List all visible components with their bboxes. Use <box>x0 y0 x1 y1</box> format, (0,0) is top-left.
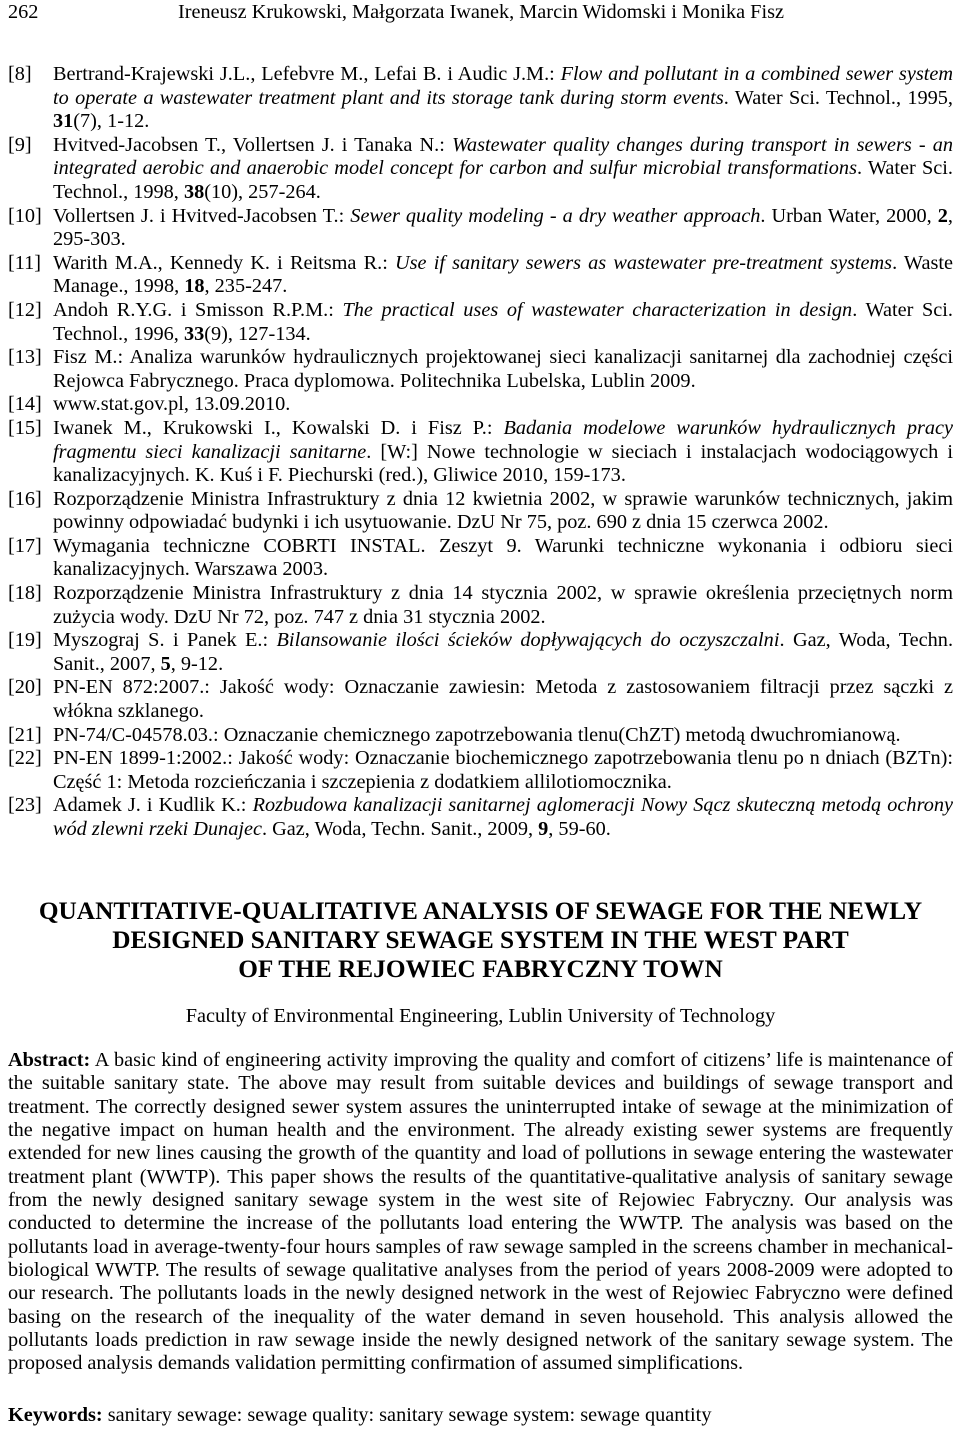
reference-title: The practical uses of wastewater characterization in design <box>342 298 853 321</box>
reference-number: [20] <box>8 676 42 699</box>
affiliation: Faculty of Environmental Engineering, Lublin University of Technology <box>185 1005 776 1027</box>
reference-volume: 33 <box>183 322 205 345</box>
abstract-text: A basic kind of engineering activity improving the quality and comfort of citizens’ life is maintenance of the suitable sanitary state. The above may result from suitable devices and buildings of sewage transport and treatment. The correctly designed sewer system assures the uninterrupted intake of sewage at the minimization of the negative impact on human health and the environment. The already existing sewer systems are frequently extended for new lines causing the growth of the quantity and load of pollutions in sewage entering the wastewater treatment plant (WWTP). This paper shows the results of the quantitative-qualitative analysis of sanitary sewage from the newly designed sanitary sewage system in the west site of Rejowiec Fabryczny. Our analysis was conducted to determine the increase of the pollutants load entering the WWTP. The analysis was based on the pollutants load in average-twenty-four hours samples of raw sewage sampled in the screens chamber in mechanical-biological WWTP. The results of sewage qualitative analyses from the period of years 2008-2009 were adopted to our research. The pollutants loads in the newly designed network in the west of Rejowiec Fabryczno were defined basing on the research of the inequality of the water demand in seven household. This analysis allowed the pollutants loads prediction in raw sewage inside the newly designed network of the sanitary sewage system. The proposed analysis demands validation permitting confirmation of assumed simplifications. <box>8 1049 954 1375</box>
reference-number: [18] <box>8 582 42 605</box>
reference-item <box>8 676 953 723</box>
reference-segment: (10), 257-264. <box>204 180 321 203</box>
reference-number: [17] <box>8 534 42 557</box>
reference-item <box>8 488 953 535</box>
keywords <box>8 1404 953 1427</box>
reference-segment: Andoh R.Y.G. i Smisson R.P.M.: <box>53 298 343 321</box>
reference-segment: Fisz M.: Analiza warunków hydraulicznych projektowanej sieci kanalizacji sanitarnej dla zachodniej części Rejowca Fabrycznego. Praca dyplomowa. Politechnika Lubelska, Lublin 2009. <box>53 346 953 392</box>
reference-text <box>53 299 953 346</box>
reference-number: [15] <box>8 416 42 439</box>
reference-text <box>53 63 953 134</box>
reference-text <box>53 252 953 299</box>
keywords-text: sanitary sewage: sewage quality: sanitary sewage system: sewage quantity <box>107 1404 712 1426</box>
reference-segment: www.stat.gov.pl, 13.09.2010. <box>53 393 291 416</box>
reference-number: [21] <box>8 723 42 746</box>
reference-text <box>53 582 953 629</box>
reference-segment: . Gaz, Woda, Techn. Sanit., 2007, <box>53 629 954 675</box>
reference-segment: Adamek J. i Kudlik K.: <box>53 794 253 817</box>
reference-number: [14] <box>8 393 42 416</box>
reference-title: Bilansowanie ilości ścieków dopływających do oczyszczalni <box>276 629 780 652</box>
reference-segment: Vollertsen J. i Hvitved-Jacobsen T.: <box>53 204 351 227</box>
reference-segment: . Urban Water, 2000, <box>760 204 938 227</box>
reference-number: [10] <box>8 204 42 227</box>
reference-text <box>53 794 953 841</box>
reference-item <box>8 134 953 205</box>
reference-segment: . Waste Manage., 1998, <box>53 251 953 298</box>
reference-number: [23] <box>8 794 42 817</box>
reference-segment: Iwanek M., Krukowski I., Kowalski D. i Fisz P.: <box>53 416 504 439</box>
reference-number: [19] <box>8 629 42 652</box>
reference-item <box>8 299 953 346</box>
reference-text <box>53 417 953 488</box>
reference-number: [11] <box>8 251 42 274</box>
reference-item <box>8 205 953 252</box>
reference-item <box>8 794 953 841</box>
reference-text <box>53 676 953 723</box>
abstract-label: Abstract: <box>8 1049 91 1071</box>
reference-segment: . [W:] Nowe technologie w sieciach i instalacjach wodociągowych i kanalizacyjnych. K. Kuś i F. Piechurski (red.), Gliwice 2010, 159-173. <box>53 440 953 487</box>
reference-segment: . Water Sci. Technol., 1998, <box>53 157 953 203</box>
paper-title-line: OF THE REJOWIEC FABRYCZNY TOWN <box>238 955 723 983</box>
reference-segment: Wymagania techniczne COBRTI INSTAL. Zeszyt 9. Warunki techniczne wykonania i odbioru sieci kanalizacyjnych. Warszawa 2003. <box>53 534 953 581</box>
reference-segment: . Water Sci. Technol., 1996, <box>53 298 953 345</box>
reference-segment: (9), 127-134. <box>204 322 311 345</box>
reference-title: Use if sanitary sewers as wastewater pre-treatment systems <box>395 251 893 274</box>
reference-item <box>8 346 953 393</box>
reference-segment: . Water Sci. Technol., 1995, <box>723 86 953 109</box>
reference-text <box>53 393 953 417</box>
reference-title: Flow and pollutant in a combined sewer system to operate a wastewater treatment plant and its storage tank during storm events <box>53 63 954 109</box>
paper-title <box>8 897 953 984</box>
reference-text <box>53 724 953 748</box>
reference-text <box>53 535 953 582</box>
reference-number: [22] <box>8 747 42 770</box>
reference-segment: PN-74/C-04578.03.: Oznaczanie chemicznego zapotrzebowania tlenu(ChZT) metodą dwuchromianową. <box>53 723 901 746</box>
reference-segment: . Gaz, Woda, Techn. Sanit., 2009, <box>261 818 539 840</box>
reference-text <box>53 629 953 676</box>
reference-item <box>8 252 953 299</box>
reference-item <box>8 582 953 629</box>
keywords-label: Keywords: <box>8 1404 103 1426</box>
reference-segment: , 235-247. <box>204 275 288 298</box>
reference-item <box>8 724 953 748</box>
reference-text <box>53 205 953 252</box>
reference-segment: Bertrand-Krajewski J.L., Lefebvre M., Lefai B. i Audic J.M.: <box>53 63 561 85</box>
reference-number: [8] <box>8 63 32 85</box>
paper-title-line: DESIGNED SANITARY SEWAGE SYSTEM IN THE WEST PART <box>112 926 849 954</box>
reference-volume: 2 <box>937 204 948 227</box>
reference-volume: 38 <box>183 180 205 203</box>
reference-item <box>8 535 953 582</box>
reference-segment: Myszograj S. i Panek E.: <box>53 629 277 652</box>
reference-title: Badania modelowe warunków hydraulicznych pracy fragmentu sieci kanalizacji sanitarne <box>53 416 953 463</box>
reference-number: [16] <box>8 487 42 510</box>
reference-segment: PN-EN 872:2007.: Jakość wody: Oznaczanie zawiesin: Metoda z zastosowaniem filtracji przez sączki z włókna szklanego. <box>53 676 953 723</box>
running-head: Ireneusz Krukowski, Małgorzata Iwanek, Marcin Widomski i Monika Fisz <box>178 1 784 23</box>
paper-title-line: QUANTITATIVE-QUALITATIVE ANALYSIS OF SEWAGE FOR THE NEWLY <box>38 897 923 925</box>
reference-volume: 5 <box>160 652 171 675</box>
reference-segment: , 295-303. <box>53 204 953 251</box>
reference-segment: PN-EN 1899-1:2002.: Jakość wody: Oznaczanie biochemicznego zapotrzebowania tlenu po n dniach (BZTn): Część 1: Metoda rozcieńczania i szczepienia z dodatkiem allilotiomocznika. <box>53 747 953 793</box>
reference-number: [13] <box>8 346 42 369</box>
reference-segment: Hvitved-Jacobsen T., Vollertsen J. i Tanaka N.: <box>53 133 452 156</box>
reference-segment: Rozporządzenie Ministra Infrastruktury z dnia 14 stycznia 2002, w sprawie określenia przeciętnych norm zużycia wody. DzU Nr 72, poz. 747 z dnia 31 stycznia 2002. <box>53 582 953 628</box>
reference-segment: Rozporządzenie Ministra Infrastruktury z dnia 12 kwietnia 2002, w sprawie warunków technicznych, jakim powinny odpowiadać budynki i ich usytuowanie. DzU Nr 75, poz. 690 z dnia 15 czerwca 2002. <box>53 487 953 534</box>
reference-item <box>8 417 953 488</box>
reference-volume: 9 <box>538 818 549 840</box>
reference-volume: 18 <box>184 275 205 298</box>
reference-text <box>53 134 953 205</box>
reference-text <box>53 346 953 393</box>
reference-segment: Warith M.A., Kennedy K. i Reitsma R.: <box>53 251 395 274</box>
reference-title: Sewer quality modeling - a dry weather approach <box>350 204 761 227</box>
reference-title: Rozbudowa kanalizacji sanitarnej aglomeracji Nowy Sącz skuteczną metodą ochrony wód zlewni rzeki Dunajec <box>53 794 953 840</box>
reference-item <box>8 393 953 417</box>
reference-volume: 31 <box>53 110 74 133</box>
reference-number: [12] <box>8 298 42 321</box>
page-number: 262 <box>8 1 39 23</box>
reference-segment: (7), 1-12. <box>73 110 150 133</box>
abstract <box>8 1049 953 1376</box>
reference-segment: , 59-60. <box>548 818 611 840</box>
reference-item <box>8 747 953 794</box>
reference-item <box>8 63 953 134</box>
reference-number: [9] <box>8 133 32 156</box>
reference-item <box>8 629 953 676</box>
reference-title: Wastewater quality changes during transport in sewers - an integrated aerobic and anaerobic model concept for carbon and sulfur microbial transformations <box>53 133 953 180</box>
references-list <box>8 63 953 842</box>
reference-text <box>53 488 953 535</box>
reference-text <box>53 747 953 794</box>
reference-segment: , 9-12. <box>170 652 224 675</box>
